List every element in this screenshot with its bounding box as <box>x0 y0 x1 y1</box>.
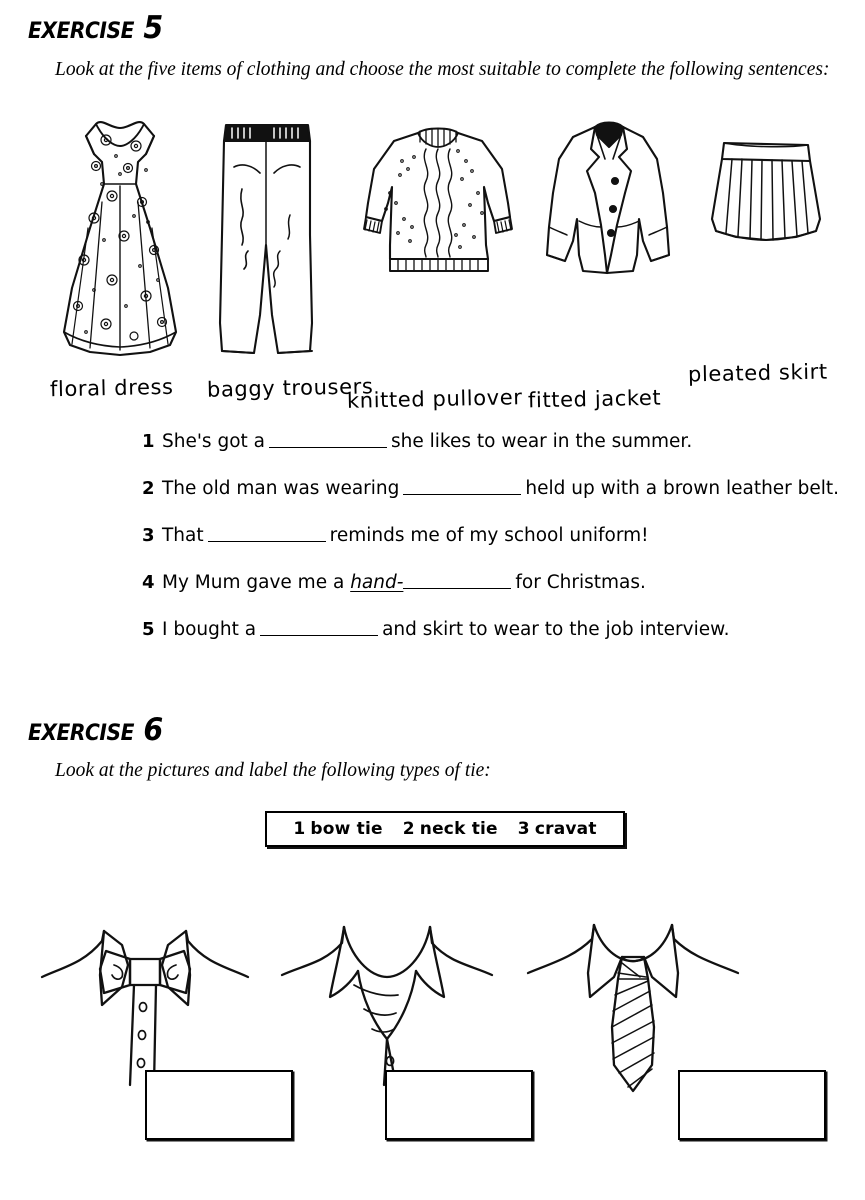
word-bank-item-2[interactable] <box>403 819 498 839</box>
question-text-before: That <box>162 525 204 546</box>
question-text-after: reminds me of my school uniform! <box>329 525 649 546</box>
question-text <box>162 616 842 643</box>
question-text-after: for Christmas. <box>515 572 646 593</box>
question-text <box>162 475 842 502</box>
clothing-label-trousers: baggy trousers <box>206 374 374 402</box>
question-row <box>142 616 842 643</box>
bow-tie-icon <box>30 915 260 1090</box>
answer-blank-1[interactable] <box>269 433 387 448</box>
clothing-label-skirt: pleated skirt <box>687 359 828 387</box>
pullover-icon <box>360 117 515 277</box>
tie-answer-box-3[interactable] <box>678 1070 826 1140</box>
question-number: 5 <box>142 619 155 640</box>
question-row <box>142 569 842 596</box>
exercise-6-title: exercise 6 <box>28 712 163 748</box>
clothing-label-jacket: fitted jacket <box>527 385 662 413</box>
word-bank-label: neck tie <box>419 819 498 839</box>
tie-answer-box-2[interactable] <box>385 1070 533 1140</box>
question-number: 1 <box>142 431 155 452</box>
trousers-icon <box>212 115 322 365</box>
word-bank-item-1[interactable] <box>293 819 382 839</box>
word-bank-number: 2 <box>402 819 415 839</box>
question-text-after: she likes to wear in the summer. <box>391 431 693 452</box>
word-bank-item-3[interactable] <box>518 819 597 839</box>
question-row <box>142 475 842 502</box>
question-text-after: and skirt to wear to the job interview. <box>382 619 730 640</box>
question-text <box>162 569 842 596</box>
answer-blank-2[interactable] <box>403 480 521 495</box>
exercise-6-instruction: Look at the pictures and label the following types of tie: <box>55 760 491 781</box>
question-row <box>142 522 842 549</box>
answer-blank-4[interactable] <box>403 574 511 589</box>
clothing-label-dress: floral dress <box>49 374 174 402</box>
word-bank-number: 3 <box>517 819 530 839</box>
clothing-illustration-row <box>0 105 865 413</box>
word-bank-number: 1 <box>293 819 306 839</box>
dress-icon <box>50 110 190 365</box>
word-bank-box <box>265 811 625 847</box>
jacket-icon <box>543 115 673 285</box>
question-prefix-word: hand- <box>350 572 404 593</box>
question-text <box>162 428 842 455</box>
question-text-before: My Mum gave me a <box>162 572 345 593</box>
question-text-before: She's got a <box>162 431 265 452</box>
skirt-icon <box>706 133 826 253</box>
question-text-before: I bought a <box>162 619 257 640</box>
clothing-label-pullover: knitted pullover <box>346 385 523 413</box>
tie-illustration-row <box>0 915 865 1165</box>
question-number: 4 <box>142 572 155 593</box>
word-bank-label: bow tie <box>310 819 383 839</box>
question-text-before: The old man was wearing <box>162 478 400 499</box>
word-bank-list <box>293 819 596 839</box>
answer-blank-5[interactable] <box>260 621 378 636</box>
question-text-after: held up with a brown leather belt. <box>525 478 840 499</box>
question-row <box>142 428 842 455</box>
tie-answer-box-1[interactable] <box>145 1070 293 1140</box>
exercise-5-questions <box>142 428 842 663</box>
cravat-icon <box>272 915 502 1090</box>
answer-blank-3[interactable] <box>208 527 326 542</box>
question-number: 3 <box>142 525 155 546</box>
word-bank-label: cravat <box>534 819 597 839</box>
question-text <box>162 522 842 549</box>
exercise-5-instruction: Look at the five items of clothing and choose the most suitable to complete the following sentences: <box>55 59 830 80</box>
exercise-5-title: exercise 5 <box>28 10 163 46</box>
question-number: 2 <box>142 478 155 499</box>
